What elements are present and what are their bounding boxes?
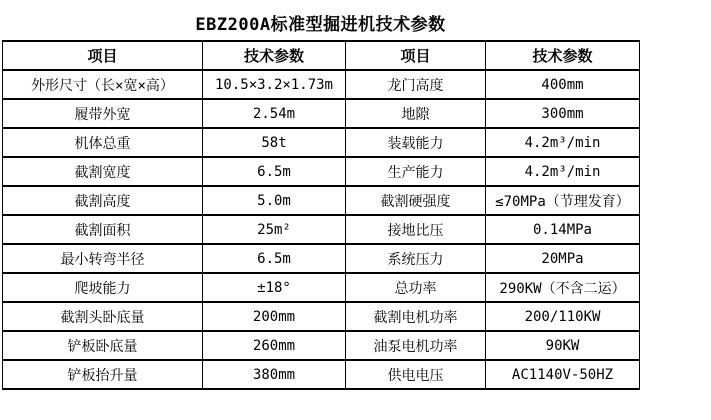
table-row bbox=[3, 186, 640, 215]
spec-value-cell: 4.2m³/min bbox=[486, 128, 640, 157]
table-row bbox=[3, 215, 640, 244]
spec-value-cell: 20MPa bbox=[486, 244, 640, 273]
table-row bbox=[3, 157, 640, 186]
spec-item-cell: 龙门高度 bbox=[346, 70, 486, 99]
spec-value-cell: 5.0m bbox=[203, 186, 346, 215]
spec-value-cell: 6.5m bbox=[203, 157, 346, 186]
spec-item-cell: 截割面积 bbox=[3, 215, 203, 244]
spec-value-cell: 90KW bbox=[486, 331, 640, 360]
spec-item-cell: 铲板抬升量 bbox=[3, 360, 203, 389]
spec-table bbox=[2, 40, 640, 390]
table-row bbox=[3, 302, 640, 331]
spec-value-cell: 200mm bbox=[203, 302, 346, 331]
spec-item-cell: 油泵电机功率 bbox=[346, 331, 486, 360]
spec-value-cell: ±18° bbox=[203, 273, 346, 302]
spec-item-cell: 爬坡能力 bbox=[3, 273, 203, 302]
spec-item-cell: 机体总重 bbox=[3, 128, 203, 157]
spec-item-cell: 截割硬强度 bbox=[346, 186, 486, 215]
table-row bbox=[3, 360, 640, 389]
spec-value-cell: 4.2m³/min bbox=[486, 157, 640, 186]
table-row bbox=[3, 128, 640, 157]
spec-item-cell: 供电电压 bbox=[346, 360, 486, 389]
spec-value-cell: 2.54m bbox=[203, 99, 346, 128]
spec-item-cell: 总功率 bbox=[346, 273, 486, 302]
spec-item-cell: 外形尺寸（长×宽×高） bbox=[3, 70, 203, 99]
spec-value-cell: 380mm bbox=[203, 360, 346, 389]
spec-value-cell: 10.5×3.2×1.73m bbox=[203, 70, 346, 99]
spec-value-cell: 25m² bbox=[203, 215, 346, 244]
spec-value-cell: AC1140V-50HZ bbox=[486, 360, 640, 389]
table-row bbox=[3, 331, 640, 360]
spec-item-cell: 铲板卧底量 bbox=[3, 331, 203, 360]
spec-item-cell: 截割宽度 bbox=[3, 157, 203, 186]
header-row bbox=[3, 41, 640, 70]
spec-value-cell: 200/110KW bbox=[486, 302, 640, 331]
table-row bbox=[3, 99, 640, 128]
spec-value-cell: 400mm bbox=[486, 70, 640, 99]
spec-item-cell: 接地比压 bbox=[346, 215, 486, 244]
column-header-item-left: 项目 bbox=[3, 41, 203, 70]
spec-table-body bbox=[3, 70, 640, 389]
table-title: EBZ200A标准型掘进机技术参数 bbox=[195, 15, 446, 35]
table-row bbox=[3, 244, 640, 273]
table-row bbox=[3, 273, 640, 302]
spec-item-cell: 截割高度 bbox=[3, 186, 203, 215]
spec-value-cell: 6.5m bbox=[203, 244, 346, 273]
table-row bbox=[3, 70, 640, 99]
spec-item-cell: 系统压力 bbox=[346, 244, 486, 273]
spec-value-cell: 300mm bbox=[486, 99, 640, 128]
spec-value-cell: 58t bbox=[203, 128, 346, 157]
spec-item-cell: 地隙 bbox=[346, 99, 486, 128]
column-header-value-left: 技术参数 bbox=[203, 41, 346, 70]
column-header-item-right: 项目 bbox=[346, 41, 486, 70]
spec-value-cell: 290KW（不含二运） bbox=[486, 273, 640, 302]
spec-item-cell: 履带外宽 bbox=[3, 99, 203, 128]
spec-value-cell: 0.14MPa bbox=[486, 215, 640, 244]
spec-value-cell: 260mm bbox=[203, 331, 346, 360]
spec-item-cell: 最小转弯半径 bbox=[3, 244, 203, 273]
spec-item-cell: 截割头卧底量 bbox=[3, 302, 203, 331]
column-header-value-right: 技术参数 bbox=[486, 41, 640, 70]
spec-item-cell: 生产能力 bbox=[346, 157, 486, 186]
spec-item-cell: 截割电机功率 bbox=[346, 302, 486, 331]
spec-value-cell: ≤70MPa（节理发育） bbox=[486, 186, 640, 215]
spec-table-header bbox=[3, 41, 640, 70]
spec-item-cell: 装载能力 bbox=[346, 128, 486, 157]
